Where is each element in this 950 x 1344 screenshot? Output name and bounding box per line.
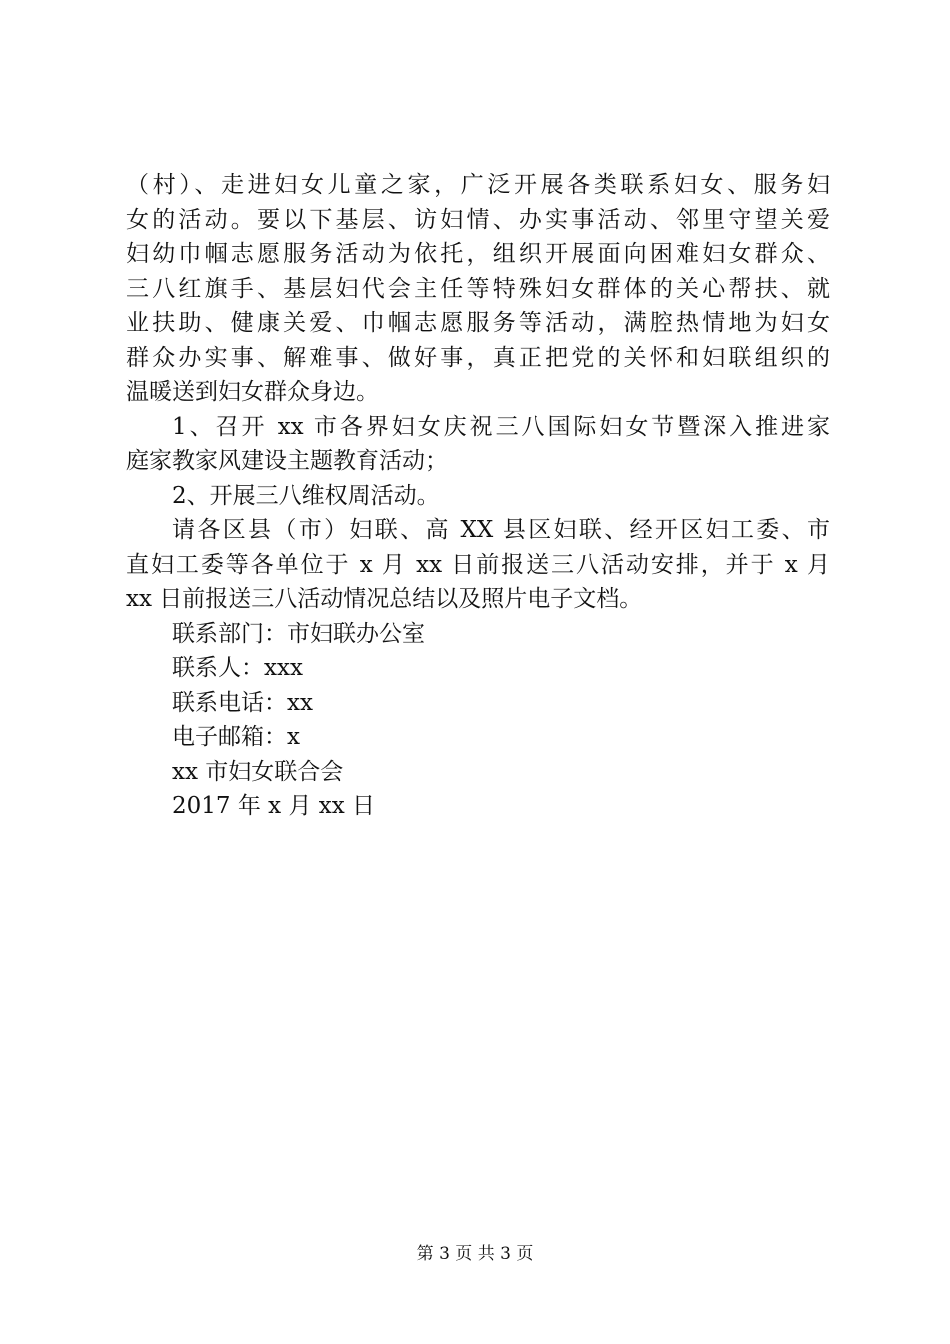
list-item-2 [126,479,830,514]
paragraph-line: 妇幼巾帼志愿服务活动为依托，组织开展面向困难妇女群众、 [126,241,830,267]
list-item-line: 1、召开 xx 市各界妇女庆祝三八国际妇女节暨深入推进家 [172,413,830,440]
paragraph-line: 业扶助、健康关爱、巾帼志愿服务等活动，满腔热情地为妇女 [126,310,830,336]
paragraph-line: （村）、走进妇女儿童之家，广泛开展各类联系妇女、服务妇 [126,172,830,198]
paragraph-line: 女的活动。要以下基层、访妇情、办实事活动、邻里守望关爱 [126,206,830,233]
contact-block [126,617,830,824]
contact-phone: 联系电话：xx [172,689,313,716]
page-number: 第 3 页 共 3 页 [416,1244,534,1264]
paragraph-line: xx 日前报送三八活动情况总结以及照片电子文档。 [126,586,643,612]
page-footer [0,1242,950,1266]
issuing-organization: xx 市妇女联合会 [172,758,344,785]
paragraph-line: 三八红旗手、基层妇代会主任等特殊妇女群体的关心帮扶、就 [126,275,830,302]
list-item-line: 2、开展三八维权周活动。 [172,482,440,509]
contact-person: 联系人：xxx [172,655,303,681]
document-body [126,168,830,824]
paragraph-line: 直妇工委等各单位于 x 月 xx 日前报送三八活动安排，并于 x 月 [126,551,830,578]
contact-email: 电子邮箱：x [172,724,300,750]
list-item-line: 庭家教家风建设主题教育活动； [126,448,448,474]
paragraph-activities [126,168,830,410]
paragraph-line: 温暖送到妇女群众身边。 [126,379,379,405]
paragraph-line: 群众办实事、解难事、做好事，真正把党的关怀和妇联组织的 [126,344,830,371]
issue-date: 2017 年 x 月 xx 日 [172,793,376,819]
contact-department: 联系部门：市妇联办公室 [172,620,425,647]
paragraph-line: 请各区县（市）妇联、高 XX 县区妇联、经开区妇工委、市 [172,517,830,543]
list-item-1 [126,410,830,479]
paragraph-submission-request [126,513,830,617]
